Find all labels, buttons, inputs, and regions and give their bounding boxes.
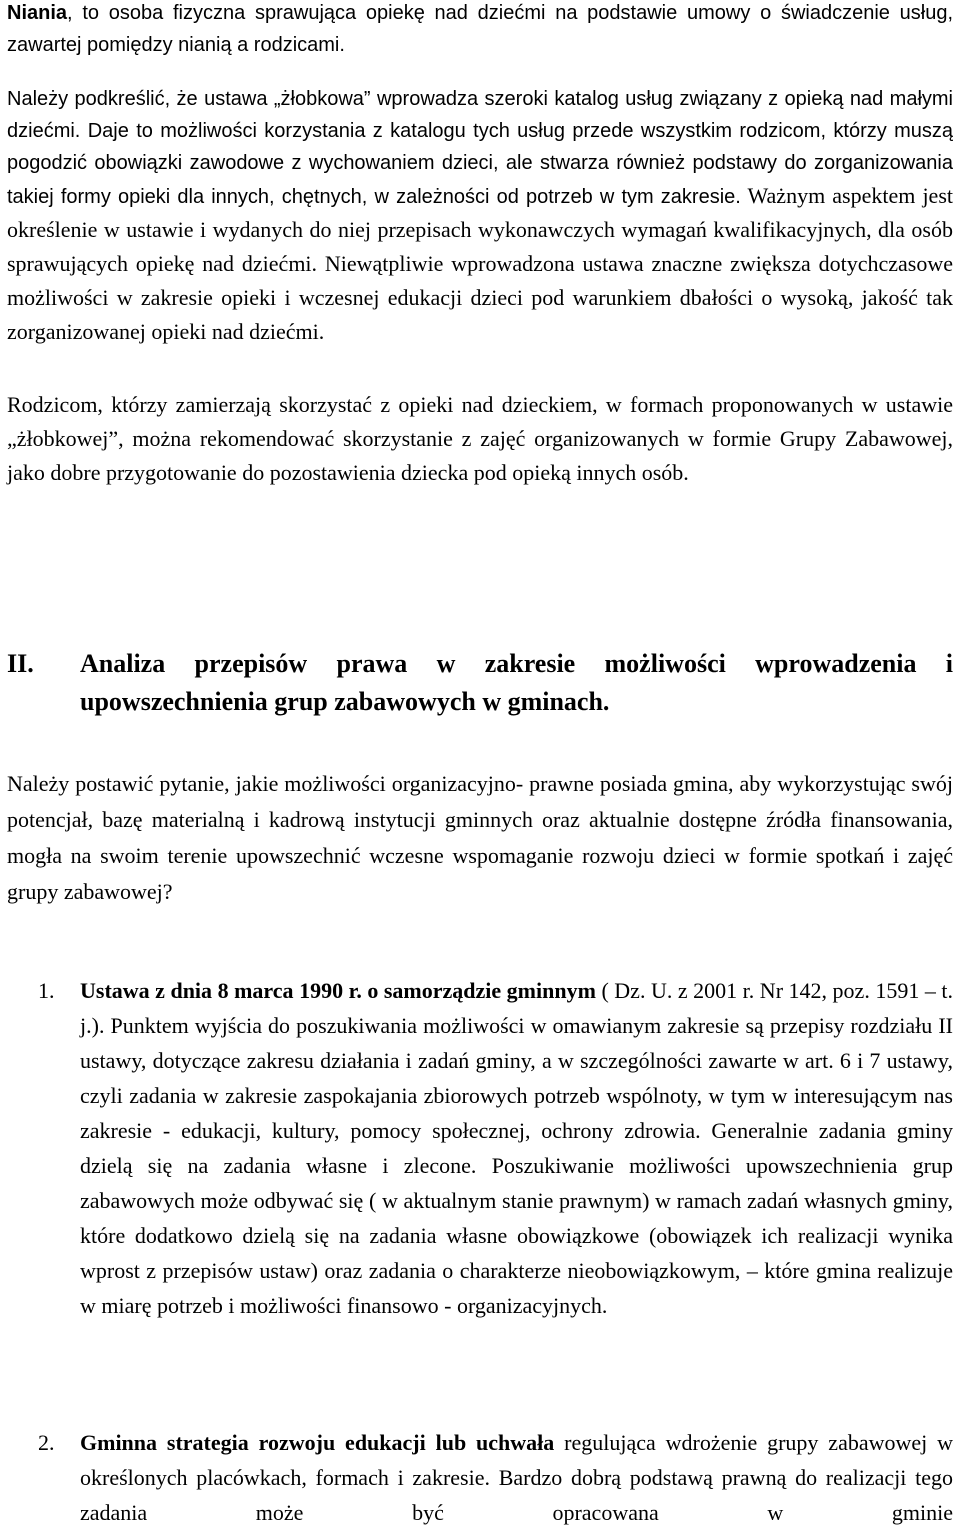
list-item-number-2: 2. bbox=[38, 1430, 55, 1455]
ustawa-serif-text: Ważnym aspektem jest określenie w ustawie i wydanych do niej przepisach wykonawczych wymagań kwalifikacyjnych, dla osób sprawujących opiekę nad dziećmi. Niewątpliwie wprowadzona ustawa znaczne zwiększa dotychczasowe możliwości w zakresie opieki i wczesnej edukacji dzieci pod warunkiem dbałości o wysoką, jakość tak zorganizowanej opieki nad dziećmi. bbox=[7, 183, 953, 344]
list-item-number-1: 1. bbox=[38, 978, 55, 1003]
section-heading-number: II. bbox=[7, 649, 34, 678]
list-item-2-text: regulująca wdrożenie grupy zabawowej w określonych placówkach, formach i zakresie. Bardzo dobrą podstawą prawną do realizacji tego zadania może być opracowana w gminie bbox=[80, 1430, 953, 1525]
list-item-1-title: Ustawa z dnia 8 marca 1990 r. o samorządzie gminnym bbox=[80, 978, 596, 1003]
ustawa-sans-text: Daje to możliwości korzystania z katalogu tych usług przede wszystkim rodzicom, którzy muszą pogodzić obowiązki zawodowe z wychowaniem dzieci, ale stwarza również podstawy do zorganizowania takiej formy opieki dla innych, chętnych, w zależności od potrzeb w tym zakresie. bbox=[7, 120, 953, 208]
ustawa-intro-text: Należy podkreślić, że ustawa „żłobkowa” wprowadza szeroki katalog usług związany z opieką nad małymi dziećmi. bbox=[7, 88, 953, 142]
paragraph-rodzicom bbox=[7, 388, 953, 490]
list-item-2-title: Gminna strategia rozwoju edukacji lub uchwała bbox=[80, 1430, 555, 1455]
term-niania: Niania bbox=[7, 2, 68, 24]
list-item-1-text: ( Dz. U. z 2001 r. Nr 142, poz. 1591 – t. j.). Punktem wyjścia do poszukiwania możliwości w omawianym zakresie są przepisy rozdziału II ustawy, dotyczące zakresu działania i zadań gminy, a w szczególności zawarte w art. 6 i 7 ustawy, czyli zadania w zakresie zaspokajania zbiorowych potrzeb wspólnoty, w tym w interesującym nas zakresie - edukacji, kultury, pomocy społecznej, ochrony zdrowia. Generalnie zadania gminy dzielą się na zadania własne i zlecone. Poszukiwanie możliwości upowszechnienia grup zabawowych może odbywać się ( w aktualnym stanie prawnym) w ramach zadań własnych gminy, które dodatkowo dzielą się na zadania własne obowiązkowe (obowiązek ich realizacji wynika wprost z przepisów ustaw) oraz zadania o charakterze nieobowiązkowym, – które gmina realizuje w miarę potrzeb i możliwości finansowo - organizacyjnych. bbox=[80, 978, 953, 1318]
section-heading-title: Analiza przepisów prawa w zakresie możliwości wprowadzenia i upowszechnienia grup zabawowych w gminach. bbox=[80, 649, 953, 716]
niania-definition-text: , to osoba fizyczna sprawująca opiekę nad dziećmi na podstawie umowy o świadczenie usług, zawartej pomiędzy nianią a rodzicami. bbox=[7, 2, 953, 56]
paragraph-pytanie bbox=[7, 766, 953, 910]
paragraph-niania-definition bbox=[7, 0, 953, 61]
pytanie-text: Należy postawić pytanie, jakie możliwości organizacyjno- prawne posiada gmina, aby wykorzystując swój potencjał, bazę materialną i kadrową instytucji gminnych oraz aktualnie dostępne źródła finansowania, mogła na swoim terenie upowszechnić wczesne wspomaganie rozwoju dzieci w formie spotkań i zajęć grupy zabawowej? bbox=[7, 771, 953, 904]
list-item-1 bbox=[80, 973, 953, 1323]
paragraph-ustawa-zlobkowa bbox=[7, 83, 953, 349]
rodzicom-text: Rodzicom, którzy zamierzają skorzystać z opieki nad dzieckiem, w formach proponowanych w ustawie „żłobkowej”, można rekomendować skorzystanie z zajęć organizowanych w formie Grupy Zabawowej, jako dobre przygotowanie do pozostawienia dziecka pod opieką innych osób. bbox=[7, 392, 953, 485]
list-item-2 bbox=[80, 1425, 953, 1530]
